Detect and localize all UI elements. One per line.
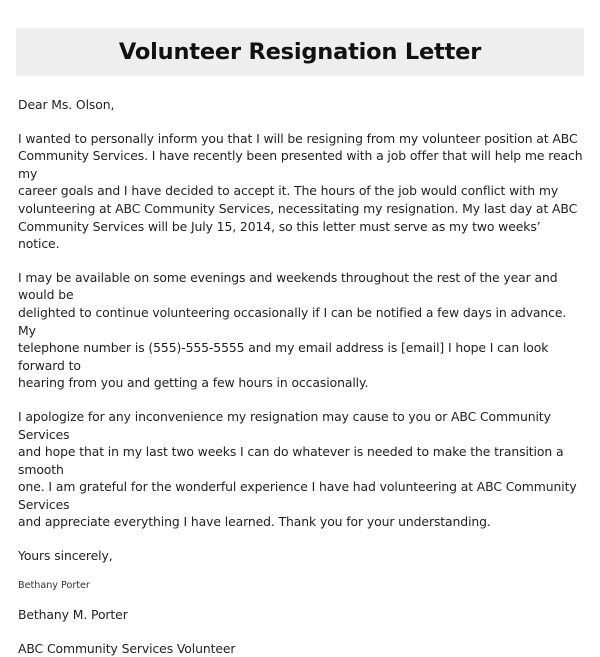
letter-page [0,28,600,656]
title-banner [16,28,584,76]
salutation: Dear Ms. Olson, [18,97,115,112]
closing: Yours sincerely, [18,548,113,564]
paragraph-2: I may be available on some evenings and weekends throughout the rest of the year and would be delighted to continue volunteering occasionally if I can be notified a few days in advance. My telephone number is (555)-555-5555 and my email address is [email] I hope I can look forward to hearing from you and getting a few hours in occasionally. [18,269,567,391]
paragraph-3: I apologize for any inconvenience my resignation may cause to you or ABC Community Services and hope that in my last two weeks I can do whatever is needed to make the transition a smooth one. I am grateful for the wonderful experience I have had volunteering at ABC Community Services and appreciate everything I have learned. Thank you for your understanding. [18,408,577,530]
sender-role: ABC Community Services Volunteer [18,640,236,656]
sender-name: Bethany M. Porter [18,607,128,623]
paragraph-1: I wanted to personally inform you that I will be resigning from my volunteer position at ABC Community Services. I have recently been presented with a job offer that will help me reach my career goals and I have decided to accept it. The hours of the job would conflict with my volunteering at ABC Community Services, necessitating my resignation. My last day at ABC Community Services will be July 15, 2014, so this letter must serve as my two weeks’ notice. [18,130,583,252]
letter-title: Volunteer Resignation Letter [118,39,482,65]
signature: Bethany Porter [18,579,90,591]
